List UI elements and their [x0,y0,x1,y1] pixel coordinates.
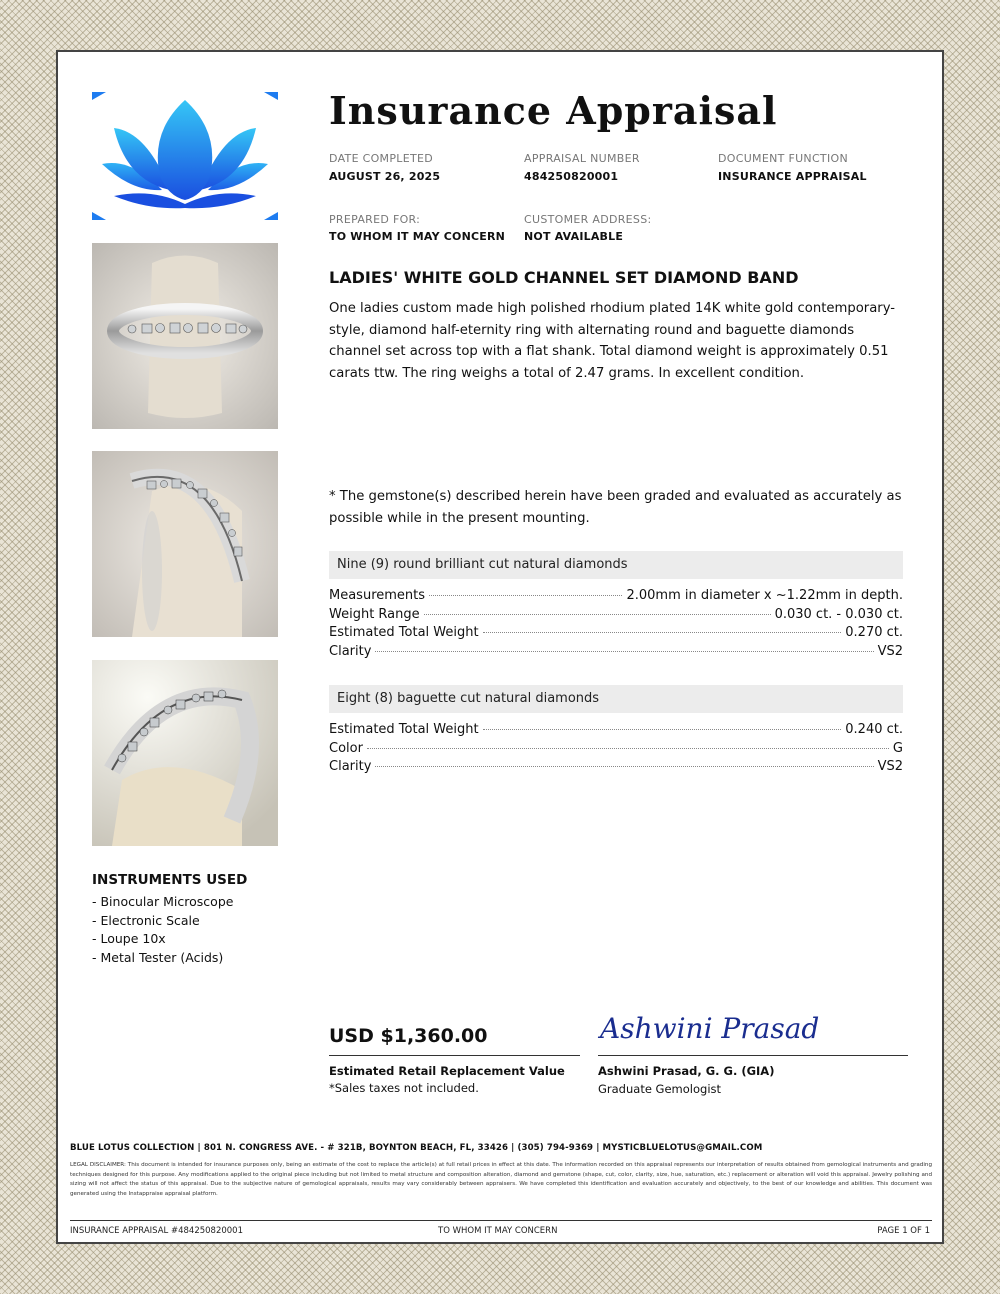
footer-divider [70,1220,932,1221]
spec-row [329,759,903,778]
appraiser-signature: Ashwini Prasad [600,1012,820,1045]
list-item: - Loupe 10x [92,931,166,946]
spec-value: 2.00mm in diameter x ~1.22mm in depth. [626,588,903,603]
appraiser-title: Graduate Gemologist [598,1082,722,1096]
meta-value-customer-address: NOT AVAILABLE [524,230,624,243]
legal-disclaimer: LEGAL DISCLAIMER: This document is intended for insurance purposes only, being an estimate of the cost to replace the article(s) at full retail prices in effect at this date. The information recorded on this appraisal represents our interpretation of results obtained from gemological instruments and grading techniques designed for this purpose. Any modifications applied to the original piece including but not limited to metal structure and composition alteration, diamond and gemstone (shape, cut, color, clarity, size, hue, saturation, etc.) replacement or alteration will void this appraisal. Jewelry polishing and sizing will not affect the status of this appraisal. Due to the subjective nature of gemological appraisals, results may vary considerably between appraisers. We have completed this identification and evaluation accurately and objectively, to the best of our knowledge and abilities. This document was generated using the Instappraise appraisal platform. [70,1162,932,1197]
sales-tax-note: *Sales taxes not included. [329,1081,479,1095]
dot-leader [424,614,771,615]
meta-label-document-function: DOCUMENT FUNCTION [718,152,848,165]
spec-label: Clarity [329,644,372,659]
meta-value-appraisal-number: 484250820001 [524,170,619,183]
page-title: Insurance Appraisal [329,88,778,133]
dot-leader [483,632,842,633]
spec-value: G [892,741,903,756]
spec-label: Color [329,741,363,756]
spec-label: Measurements [329,588,426,603]
dot-leader [429,595,622,596]
meta-value-prepared-for: TO WHOM IT MAY CONCERN [329,230,506,243]
dot-leader [375,766,873,767]
appraiser-name: Ashwini Prasad, G. G. (GIA) [598,1064,775,1078]
dot-leader [483,729,842,730]
business-address: BLUE LOTUS COLLECTION | 801 N. CONGRESS AVE. - # 321B, BOYNTON BEACH, FL, 33426 | (305) 794-9369 | MYSTICBLUELOTUS@GMAIL.COM [70,1143,763,1153]
list-item: - Electronic Scale [92,912,200,928]
value-divider [329,1055,580,1056]
meta-label-date: DATE COMPLETED [329,152,433,165]
dot-leader [367,748,889,749]
spec-value: 0.270 ct. [845,625,903,640]
group-heading-baguette: Eight (8) baguette cut natural diamonds [329,685,903,713]
group-heading-round: Nine (9) round brilliant cut natural diamonds [329,551,903,579]
instruments-heading: INSTRUMENTS USED [92,872,248,888]
spec-value: VS2 [877,759,903,774]
meta-value-document-function: INSURANCE APPRAISAL [718,170,867,183]
ring-photo-2 [92,451,278,637]
meta-value-date: AUGUST 26, 2025 [329,170,441,183]
spec-value: VS2 [877,644,903,659]
replacement-value-label: Estimated Retail Replacement Value [329,1064,565,1078]
footer-page-number: PAGE 1 OF 1 [877,1226,930,1236]
grading-note: * The gemstone(s) described herein have been graded and evaluated as accurately as possible while in the present mounting. [329,489,902,526]
spec-label: Estimated Total Weight [329,722,479,737]
list-item: - Binocular Microscope [92,894,234,909]
spec-row [329,722,903,741]
meta-label-appraisal-number: APPRAISAL NUMBER [524,152,640,165]
meta-label-prepared-for: PREPARED FOR: [329,213,421,226]
spec-label: Estimated Total Weight [329,625,479,640]
list-item: - Metal Tester (Acids) [92,949,224,965]
footer-recipient: TO WHOM IT MAY CONCERN [438,1226,558,1236]
spec-value: 0.030 ct. - 0.030 ct. [774,607,903,622]
spec-value: 0.240 ct. [845,722,903,737]
item-title: LADIES' WHITE GOLD CHANNEL SET DIAMOND BAND [329,268,799,287]
spec-row [329,625,903,644]
spec-row [329,607,903,626]
meta-label-customer-address: CUSTOMER ADDRESS: [524,213,652,226]
dot-leader [375,651,873,652]
spec-row [329,644,903,663]
ring-photo-1 [92,243,278,429]
lotus-logo-icon [92,92,278,220]
signature-divider [598,1055,908,1056]
spec-label: Weight Range [329,607,420,622]
instruments-list [92,893,233,967]
spec-label: Clarity [329,759,372,774]
replacement-value-amount: USD $1,360.00 [329,1025,488,1047]
spec-row [329,588,903,607]
spec-row [329,741,903,760]
footer-document-id: INSURANCE APPRAISAL #484250820001 [70,1226,243,1236]
ring-photo-3 [92,660,278,846]
item-description: One ladies custom made high polished rhodium plated 14K white gold contemporary-style, diamond half-eternity ring with alternating round and baguette diamonds channel set across top with a flat shank. Total diamond weight is approximately 0.51 carats ttw. The ring weighs a total of 2.47 grams. In excellent condition. [329,301,896,381]
